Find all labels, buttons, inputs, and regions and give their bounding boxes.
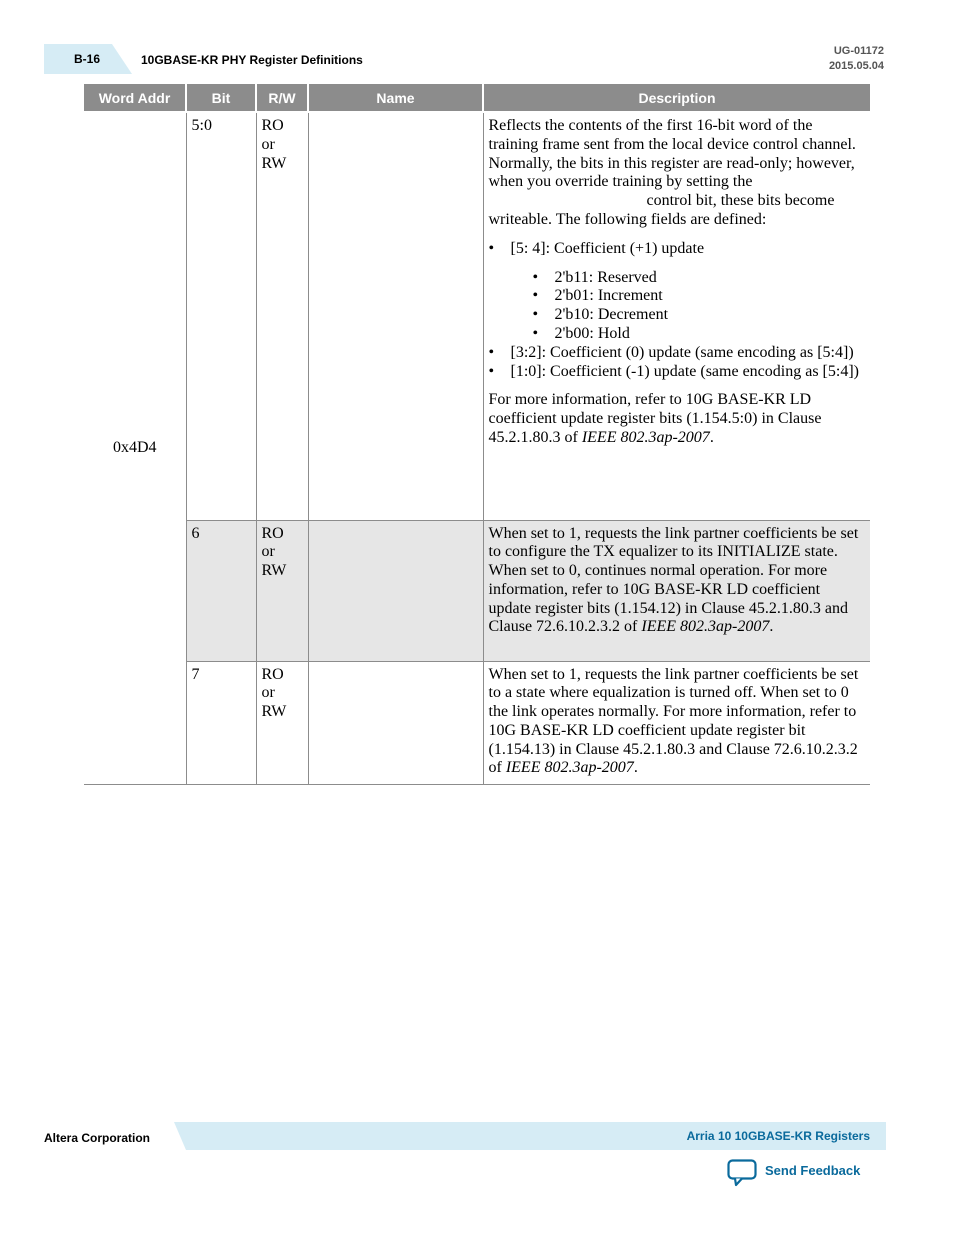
column-header-bit: Bit <box>186 84 256 112</box>
rw-cell <box>256 661 308 784</box>
list-item: • [1:0]: Coefficient (-1) update (same encoding as [5:4]) <box>489 363 866 382</box>
header-tab-notch <box>112 44 132 74</box>
standard-reference: IEEE 802.3ap-2007 <box>641 618 770 636</box>
register-table <box>84 84 870 785</box>
list-item: • 2'b01: Increment <box>511 287 866 306</box>
rw-line: RO <box>261 524 284 542</box>
intro-text: Reflects the contents of the first 16-bit word of the training frame sent from the local device control channel. Normally, the bits in this register are read-only; however, when you override training by setting the <box>488 117 856 191</box>
page-number: B-16 <box>74 52 101 66</box>
table-row <box>84 112 870 520</box>
end-punctuation: . <box>709 428 714 446</box>
speech-bubble-icon <box>727 1159 757 1187</box>
description-body: When set to 1, requests the link partner coefficients be set to a state where equalization is turned off. When set to 0 the link operates normally. For more information, refer to 10G BASE-KR LD coefficient update register bit (1.154.13) in Clause 45.2.1.80.3 and Clause 72.6.10.2.3.2 of <box>488 665 859 777</box>
description-text <box>489 666 866 779</box>
column-header-rw: R/W <box>256 84 308 112</box>
company-name: Altera Corporation <box>44 1131 151 1145</box>
encoding-list <box>511 269 866 344</box>
table-header-row <box>84 84 870 112</box>
name-cell <box>308 661 483 784</box>
list-item: • 2'b11: Reserved <box>511 269 866 288</box>
table-row <box>84 661 870 784</box>
description-cell <box>483 112 870 520</box>
description-body: When set to 1, requests the link partner coefficients be set to configure the TX equalizer to its INITIALIZE state. When set to 0, continues normal operation. For more information, refer to 10G BASE-KR LD coefficient update register bits (1.154.12) in Clause 45.2.1.80.3 and Clause 72.6.10.2.3.2 of <box>488 524 859 636</box>
list-item-text: [5: 4]: Coefficient (+1) update <box>510 239 705 257</box>
standard-reference: IEEE 802.3ap-2007 <box>505 759 634 777</box>
description-text <box>489 525 866 638</box>
rw-line: RW <box>261 154 287 172</box>
footer-band-notch <box>174 1122 186 1150</box>
name-cell <box>308 520 483 661</box>
column-header-name: Name <box>308 84 483 112</box>
rw-line: or <box>261 684 275 702</box>
field-list <box>489 240 866 382</box>
table-row <box>84 520 870 661</box>
list-item <box>489 240 866 344</box>
rw-line: RO <box>261 117 284 134</box>
list-item: • [3:2]: Coefficient (0) update (same encoding as [5:4]) <box>489 344 866 363</box>
name-cell <box>308 112 483 520</box>
description-intro <box>489 117 866 230</box>
rw-cell <box>256 112 308 520</box>
bit-cell: 7 <box>186 661 256 784</box>
doc-date: 2015.05.04 <box>828 60 884 72</box>
standard-reference: IEEE 802.3ap-2007 <box>581 428 710 446</box>
rw-line: or <box>261 543 275 561</box>
end-punctuation: . <box>633 759 638 777</box>
rw-line: RW <box>261 562 287 580</box>
rw-line: RW <box>261 703 287 721</box>
bit-cell: 5:0 <box>186 112 256 520</box>
rw-cell <box>256 520 308 661</box>
send-feedback-link[interactable] <box>727 1158 860 1188</box>
bit-cell: 6 <box>186 520 256 661</box>
column-header-description: Description <box>483 84 870 112</box>
section-title: 10GBASE-KR PHY Register Definitions <box>141 53 363 67</box>
doc-id-block <box>829 44 884 74</box>
word-address-cell: 0x4D4 <box>84 112 186 784</box>
doc-id: UG-01172 <box>833 45 884 57</box>
rw-line: or <box>261 135 275 153</box>
list-item: • 2'b00: Hold <box>511 325 866 344</box>
more-info-text <box>489 391 866 447</box>
end-punctuation: . <box>769 618 774 636</box>
list-item: • 2'b10: Decrement <box>511 306 866 325</box>
send-feedback-label: Send Feedback <box>765 1162 861 1178</box>
footer-doc-title-link[interactable]: Arria 10 10GBASE-KR Registers <box>686 1129 870 1143</box>
description-cell <box>483 520 870 661</box>
rw-line: RO <box>261 665 284 683</box>
description-cell <box>483 661 870 784</box>
intro-text-cont: control bit, these bits become writeable. The following fields are defined: <box>488 192 835 228</box>
more-info-body: For more information, refer to 10G BASE-KR LD coefficient update register bits (1.154.5:0) in Clause 45.2.1.80.3 of <box>488 391 822 446</box>
column-header-word-addr: Word Addr <box>84 84 186 112</box>
